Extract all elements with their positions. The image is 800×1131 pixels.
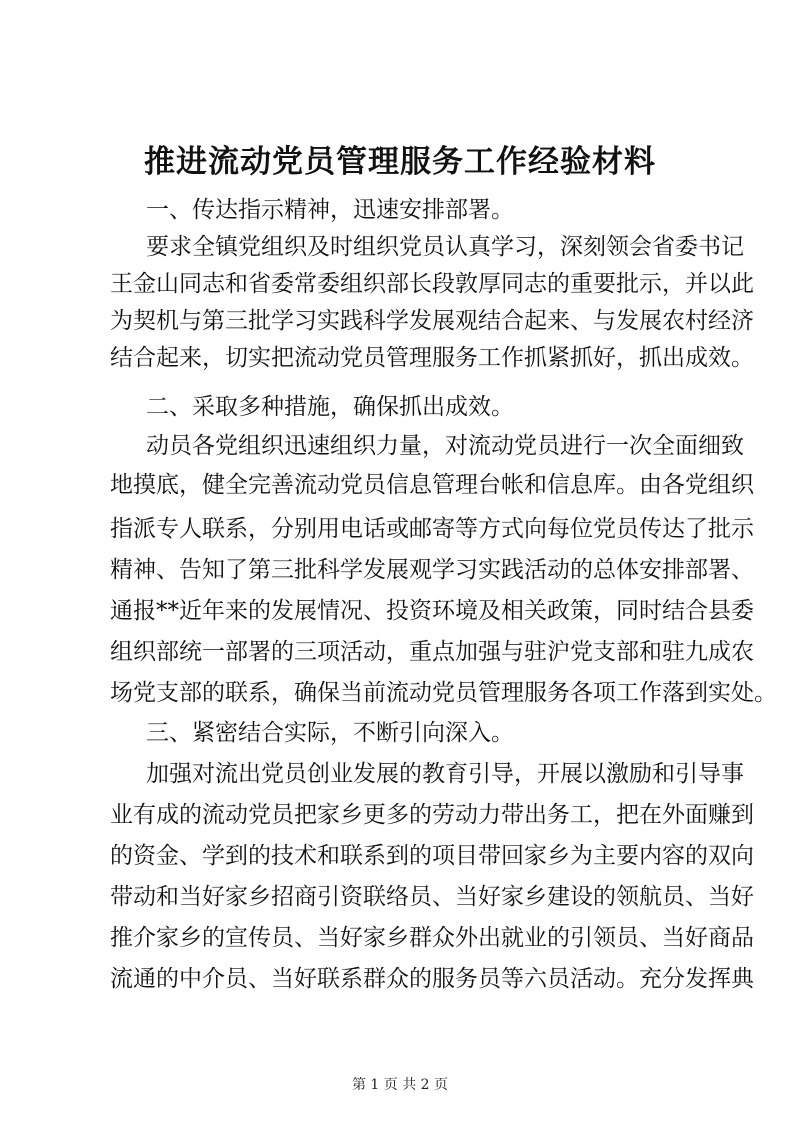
paragraph-line: 业有成的流动党员把家乡更多的劳动力带出务工，把在外面赚到 xyxy=(110,802,754,828)
paragraph-line: 指派专人联系，分别用电话或邮寄等方式向每位党员传达了批示 xyxy=(110,516,754,542)
paragraph-line: 的资金、学到的技术和联系到的项目带回家乡为主要内容的双向 xyxy=(110,843,754,869)
section-heading-2: 二、采取多种措施，确保抓出成效。 xyxy=(146,394,514,420)
section-heading-3: 三、紧密结合实际，不断引向深入。 xyxy=(146,720,514,746)
paragraph-line: 为契机与第三批学习实践科学发展观结合起来、与发展农村经济 xyxy=(110,308,754,334)
paragraph-line: 组织部统一部署的三项活动，重点加强与驻沪党支部和驻九成农 xyxy=(110,639,754,665)
document-title: 推进流动党员管理服务工作经验材料 xyxy=(144,144,656,180)
paragraph-line: 流通的中介员、当好联系群众的服务员等六员活动。充分发挥典 xyxy=(110,966,754,992)
paragraph-line: 带动和当好家乡招商引资联络员、当好家乡建设的领航员、当好 xyxy=(110,884,754,910)
paragraph-line: 要求全镇党组织及时组织党员认真学习，深刻领会省委书记 xyxy=(146,234,744,260)
paragraph-line: 精神、告知了第三批科学发展观学习实践活动的总体安排部署、 xyxy=(110,557,754,583)
paragraph-line: 地摸底，健全完善流动党员信息管理台帐和信息库。由各党组织 xyxy=(110,472,754,498)
page-number-footer: 第 1 页 共 2 页 xyxy=(351,1077,449,1093)
paragraph-line: 王金山同志和省委常委组织部长段敦厚同志的重要批示，并以此 xyxy=(110,271,754,297)
paragraph-line: 场党支部的联系，确保当前流动党员管理服务各项工作落到实处。 xyxy=(110,680,777,706)
paragraph-line: 动员各党组织迅速组织力量，对流动党员进行一次全面细致 xyxy=(146,433,744,459)
section-heading-1: 一、传达指示精神，迅速安排部署。 xyxy=(146,197,514,223)
paragraph-line: 通报**近年来的发展情况、投资环境及相关政策，同时结合县委 xyxy=(110,598,754,624)
paragraph-line: 推介家乡的宣传员、当好家乡群众外出就业的引领员、当好商品 xyxy=(110,925,754,951)
paragraph-line: 加强对流出党员创业发展的教育引导，开展以激励和引导事 xyxy=(146,761,744,787)
paragraph-line: 结合起来，切实把流动党员管理服务工作抓紧抓好，抓出成效。 xyxy=(110,345,754,371)
